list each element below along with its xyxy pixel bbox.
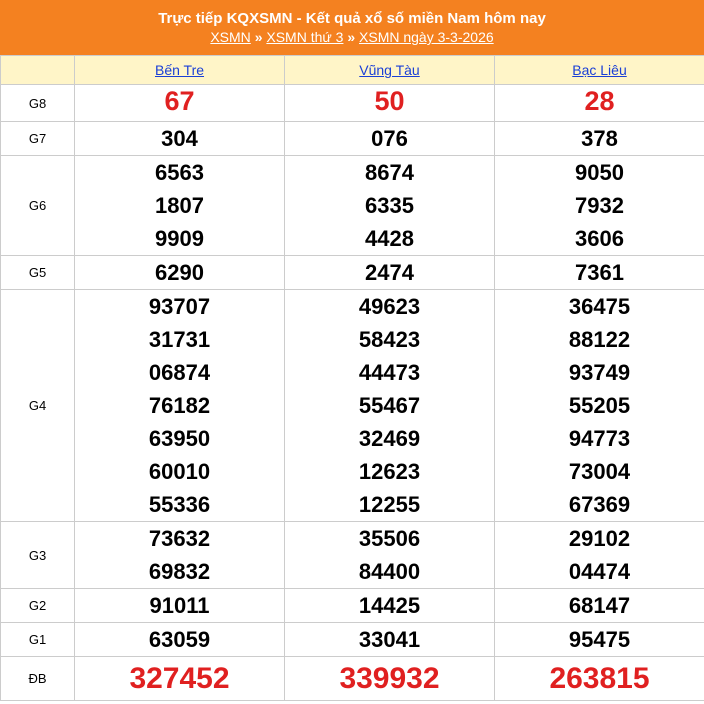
prize-number: 88122 [568,327,631,352]
prize-cell [75,623,285,657]
prize-cell [285,522,495,589]
prize-number: 6335 [365,193,414,218]
prize-number: 12255 [358,492,421,517]
prize-number: 12623 [358,459,421,484]
prize-number: 44473 [358,360,421,385]
province-link-ben-tre[interactable]: Bến Tre [154,62,205,78]
prize-number: 2474 [365,260,414,285]
prize-row-g7 [1,122,704,156]
prize-label: G8 [1,85,75,122]
prize-row-g6 [1,156,704,256]
prize-number: 67369 [568,492,631,517]
breadcrumb-xsmn-date[interactable]: XSMN ngày 3-3-2026 [359,29,494,45]
prize-cell [285,589,495,623]
prize-number: 60010 [148,459,211,484]
prize-number: 55467 [358,393,421,418]
prize-number: 91011 [149,593,210,618]
prize-number: 33041 [358,627,421,652]
prize-label: G3 [1,522,75,589]
prize-number: 7361 [575,260,624,285]
breadcrumb-separator: » [254,29,263,45]
prize-number: 076 [371,126,408,151]
prize-number: 28 [584,86,615,116]
prize-label: G6 [1,156,75,256]
prize-number: 55336 [148,492,211,517]
breadcrumb [0,28,704,46]
prize-label: G5 [1,256,75,290]
prize-number: 73632 [148,526,211,551]
prize-number: 04474 [568,559,631,584]
prize-number: 94773 [568,426,631,451]
prize-row-g8 [1,85,704,122]
prize-number: 327452 [129,662,230,695]
prize-number: 263815 [549,662,650,695]
prize-number: 9909 [155,226,204,251]
prize-cell [285,256,495,290]
prize-number: 4428 [365,226,414,251]
prize-cell [495,122,704,156]
prize-label: ĐB [1,657,75,701]
prize-number: 36475 [568,294,631,319]
province-link-vung-tau[interactable]: Vũng Tàu [359,62,420,78]
prize-cell [495,657,704,701]
prize-number: 32469 [358,426,421,451]
prize-label: G2 [1,589,75,623]
corner-cell [1,56,75,85]
prize-number: 55205 [568,393,631,418]
prize-number: 95475 [568,627,631,652]
prize-number: 68147 [568,593,631,618]
breadcrumb-separator: » [347,29,356,45]
province-header [75,56,285,85]
prize-cell [285,623,495,657]
province-header [285,56,495,85]
page-title: Trực tiếp KQXSMN - Kết quả xổ số miền Nam hôm nay [158,10,546,27]
prize-cell [75,122,285,156]
prize-number: 8674 [365,160,414,185]
prize-number: 31731 [148,327,211,352]
prize-row-g4 [1,290,704,522]
prize-cell [75,657,285,701]
prize-number: 93749 [568,360,631,385]
breadcrumb-xsmn[interactable]: XSMN [210,29,251,45]
prize-number: 63059 [148,627,211,652]
prize-label: G1 [1,623,75,657]
prize-cell [495,156,704,256]
prize-cell [495,85,704,122]
prize-number: 58423 [358,327,421,352]
prize-cell [75,156,285,256]
prize-row-g3 [1,522,704,589]
prize-number: 9050 [575,160,624,185]
prize-number: 3606 [575,226,624,251]
breadcrumb-xsmn-weekday[interactable]: XSMN thứ 3 [266,29,344,45]
prize-row-g2 [1,589,704,623]
prize-number: 1807 [155,193,204,218]
prize-row-g5 [1,256,704,290]
prize-number: 6290 [155,260,204,285]
prize-cell [495,290,704,522]
prize-cell [495,589,704,623]
prize-label: G7 [1,122,75,156]
prize-number: 06874 [148,360,211,385]
province-header [495,56,704,85]
province-link-bac-lieu[interactable]: Bạc Liêu [572,62,627,78]
prize-number: 6563 [155,160,204,185]
prize-number: 93707 [148,294,211,319]
prize-row-đb [1,657,704,701]
prize-cell [495,522,704,589]
prize-number: 84400 [358,559,421,584]
prize-cell [495,256,704,290]
prize-cell [285,85,495,122]
prize-number: 29102 [568,526,631,551]
prize-number: 339932 [339,662,440,695]
prize-number: 378 [581,126,618,151]
prize-row-g1 [1,623,704,657]
prize-number: 50 [374,86,405,116]
prize-cell [285,156,495,256]
prize-number: 69832 [148,559,211,584]
prize-number: 7932 [575,193,624,218]
prize-number: 73004 [568,459,631,484]
prize-cell [75,85,285,122]
prize-cell [495,623,704,657]
prize-cell [285,122,495,156]
prize-cell [75,290,285,522]
prize-cell [285,290,495,522]
page-header [0,0,704,55]
prize-cell [285,657,495,701]
prize-number: 304 [161,126,198,151]
prize-number: 63950 [148,426,211,451]
prize-number: 49623 [358,294,421,319]
results-table [0,55,704,701]
prize-cell [75,256,285,290]
prize-number: 14425 [358,593,421,618]
prize-number: 35506 [358,526,421,551]
prize-cell [75,522,285,589]
prize-cell [75,589,285,623]
prize-number: 67 [164,86,195,116]
prize-number: 76182 [148,393,211,418]
province-header-row [1,56,704,85]
prize-label: G4 [1,290,75,522]
